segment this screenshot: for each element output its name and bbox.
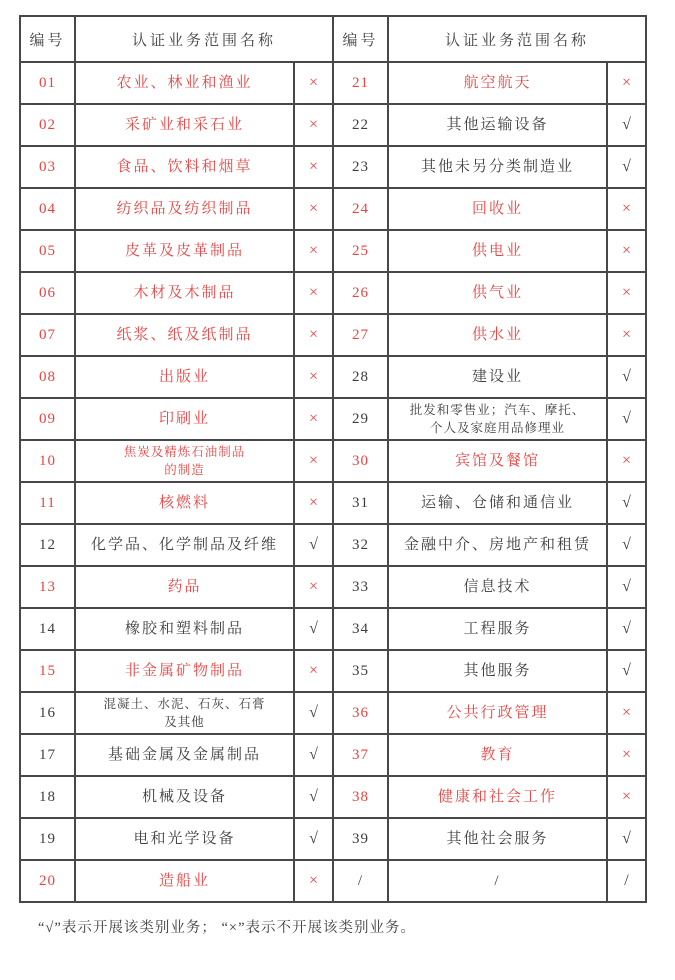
table-row — [333, 272, 646, 314]
mark-cell: × — [294, 440, 333, 482]
table-row — [20, 650, 333, 692]
table-row — [333, 314, 646, 356]
row-number-cell: 25 — [333, 230, 388, 272]
mark-cell: × — [294, 146, 333, 188]
table-row — [333, 524, 646, 566]
table-row — [333, 104, 646, 146]
mark-cell: / — [607, 860, 646, 902]
scope-name-cell: 教育 — [388, 734, 607, 776]
mark-cell: √ — [607, 356, 646, 398]
scope-name-cell: 其他服务 — [388, 650, 607, 692]
mark-cell: √ — [607, 104, 646, 146]
table-header-row — [333, 16, 646, 62]
scope-name-cell: 橡胶和塑料制品 — [75, 608, 294, 650]
row-number-cell: 36 — [333, 692, 388, 734]
table-row — [20, 230, 333, 272]
table-row — [333, 482, 646, 524]
row-number-cell: 33 — [333, 566, 388, 608]
mark-cell: √ — [607, 566, 646, 608]
row-number-cell: 28 — [333, 356, 388, 398]
row-number-cell: 34 — [333, 608, 388, 650]
scope-table-right — [332, 15, 647, 903]
mark-cell: √ — [607, 608, 646, 650]
mark-cell: × — [294, 566, 333, 608]
scope-name-cell: 运输、仓储和通信业 — [388, 482, 607, 524]
table-row — [333, 146, 646, 188]
mark-cell: × — [294, 62, 333, 104]
row-number-cell: 03 — [20, 146, 75, 188]
row-number-cell: 30 — [333, 440, 388, 482]
table-row — [20, 398, 333, 440]
row-number-cell: 31 — [333, 482, 388, 524]
table-row — [20, 146, 333, 188]
mark-cell: √ — [294, 608, 333, 650]
scope-name-cell: 批发和零售业；汽车、摩托、 个人及家庭用品修理业 — [388, 398, 607, 440]
table-header-number: 编号 — [20, 16, 75, 62]
row-number-cell: 18 — [20, 776, 75, 818]
table-row — [20, 314, 333, 356]
scope-name-cell: 供电业 — [388, 230, 607, 272]
mark-cell: × — [607, 272, 646, 314]
mark-cell: × — [607, 734, 646, 776]
row-number-cell: 02 — [20, 104, 75, 146]
mark-cell: √ — [294, 524, 333, 566]
mark-cell: × — [294, 314, 333, 356]
scope-name-cell: 食品、饮料和烟草 — [75, 146, 294, 188]
mark-cell: × — [607, 62, 646, 104]
scope-name-cell: 其他社会服务 — [388, 818, 607, 860]
mark-cell: √ — [607, 524, 646, 566]
table-row — [20, 566, 333, 608]
row-number-cell: 23 — [333, 146, 388, 188]
table-body-right — [333, 62, 646, 902]
table-row — [20, 734, 333, 776]
scope-name-cell: 纺织品及纺织制品 — [75, 188, 294, 230]
table-header-row — [20, 16, 333, 62]
mark-cell: √ — [607, 398, 646, 440]
table-row — [333, 692, 646, 734]
mark-cell: × — [607, 776, 646, 818]
row-number-cell: 27 — [333, 314, 388, 356]
scope-name-cell: 供气业 — [388, 272, 607, 314]
table-row — [333, 62, 646, 104]
scope-name-cell: 出版业 — [75, 356, 294, 398]
table-row — [20, 62, 333, 104]
mark-cell: × — [607, 230, 646, 272]
scope-tables — [19, 15, 675, 903]
row-number-cell: 15 — [20, 650, 75, 692]
table-row — [20, 272, 333, 314]
scope-name-cell: 药品 — [75, 566, 294, 608]
row-number-cell: 12 — [20, 524, 75, 566]
mark-cell: √ — [294, 818, 333, 860]
scope-name-cell: 纸浆、纸及纸制品 — [75, 314, 294, 356]
mark-cell: √ — [607, 146, 646, 188]
mark-cell: × — [294, 188, 333, 230]
scope-name-cell: 采矿业和采石业 — [75, 104, 294, 146]
table-row — [20, 776, 333, 818]
mark-cell: × — [607, 188, 646, 230]
mark-cell: √ — [607, 818, 646, 860]
row-number-cell: 37 — [333, 734, 388, 776]
mark-cell: × — [294, 860, 333, 902]
row-number-cell: 08 — [20, 356, 75, 398]
table-row — [333, 776, 646, 818]
scope-name-cell: 皮革及皮革制品 — [75, 230, 294, 272]
scope-name-cell: 健康和社会工作 — [388, 776, 607, 818]
table-header-name: 认证业务范围名称 — [388, 16, 646, 62]
scope-name-cell: 机械及设备 — [75, 776, 294, 818]
row-number-cell: 09 — [20, 398, 75, 440]
row-number-cell: 21 — [333, 62, 388, 104]
scope-name-cell: 印刷业 — [75, 398, 294, 440]
table-row — [20, 608, 333, 650]
table-row — [333, 860, 646, 902]
mark-cell: × — [294, 482, 333, 524]
table-row — [333, 398, 646, 440]
table-header-number: 编号 — [333, 16, 388, 62]
table-row — [20, 818, 333, 860]
row-number-cell: 38 — [333, 776, 388, 818]
mark-cell: × — [294, 230, 333, 272]
scope-name-cell: 焦炭及精炼石油制品 的制造 — [75, 440, 294, 482]
row-number-cell: 35 — [333, 650, 388, 692]
row-number-cell: 20 — [20, 860, 75, 902]
scope-name-cell: 工程服务 — [388, 608, 607, 650]
mark-cell: × — [607, 440, 646, 482]
row-number-cell: 24 — [333, 188, 388, 230]
row-number-cell: 16 — [20, 692, 75, 734]
scope-name-cell: 航空航天 — [388, 62, 607, 104]
scope-name-cell: 农业、林业和渔业 — [75, 62, 294, 104]
table-row — [333, 356, 646, 398]
row-number-cell: 06 — [20, 272, 75, 314]
row-number-cell: 39 — [333, 818, 388, 860]
row-number-cell: 14 — [20, 608, 75, 650]
scope-name-cell: / — [388, 860, 607, 902]
row-number-cell: 04 — [20, 188, 75, 230]
row-number-cell: 26 — [333, 272, 388, 314]
row-number-cell: 05 — [20, 230, 75, 272]
scope-name-cell: 建设业 — [388, 356, 607, 398]
scope-name-cell: 供水业 — [388, 314, 607, 356]
scope-name-cell: 电和光学设备 — [75, 818, 294, 860]
scope-table-left — [19, 15, 334, 903]
table-header-name: 认证业务范围名称 — [75, 16, 333, 62]
scope-name-cell: 宾馆及餐馆 — [388, 440, 607, 482]
table-row — [333, 440, 646, 482]
table-row — [20, 104, 333, 146]
row-number-cell: 07 — [20, 314, 75, 356]
mark-cell: √ — [294, 734, 333, 776]
mark-cell: × — [294, 272, 333, 314]
mark-cell: × — [294, 650, 333, 692]
table-row — [333, 734, 646, 776]
mark-cell: × — [294, 104, 333, 146]
scope-name-cell: 木材及木制品 — [75, 272, 294, 314]
table-row — [20, 440, 333, 482]
row-number-cell: 32 — [333, 524, 388, 566]
scope-name-cell: 化学品、化学制品及纤维 — [75, 524, 294, 566]
table-row — [20, 692, 333, 734]
table-row — [333, 230, 646, 272]
mark-cell: × — [607, 314, 646, 356]
scope-name-cell: 其他未另分类制造业 — [388, 146, 607, 188]
table-row — [20, 482, 333, 524]
table-row — [333, 608, 646, 650]
mark-cell: √ — [294, 692, 333, 734]
scope-name-cell: 基础金属及金属制品 — [75, 734, 294, 776]
table-row — [333, 818, 646, 860]
row-number-cell: 17 — [20, 734, 75, 776]
row-number-cell: 11 — [20, 482, 75, 524]
table-body-left — [20, 62, 333, 902]
table-row — [333, 650, 646, 692]
scope-name-cell: 信息技术 — [388, 566, 607, 608]
table-row — [20, 356, 333, 398]
row-number-cell: 13 — [20, 566, 75, 608]
row-number-cell: 01 — [20, 62, 75, 104]
mark-cell: √ — [607, 650, 646, 692]
row-number-cell: 19 — [20, 818, 75, 860]
scope-name-cell: 金融中介、房地产和租赁 — [388, 524, 607, 566]
table-row — [20, 188, 333, 230]
scope-name-cell: 公共行政管理 — [388, 692, 607, 734]
table-row — [20, 860, 333, 902]
table-row — [20, 524, 333, 566]
mark-cell: × — [607, 692, 646, 734]
scope-name-cell: 造船业 — [75, 860, 294, 902]
row-number-cell: 29 — [333, 398, 388, 440]
table-row — [333, 566, 646, 608]
mark-cell: √ — [294, 776, 333, 818]
row-number-cell: 10 — [20, 440, 75, 482]
mark-cell: × — [294, 356, 333, 398]
scope-name-cell: 混凝土、水泥、石灰、石膏 及其他 — [75, 692, 294, 734]
row-number-cell: 22 — [333, 104, 388, 146]
table-row — [333, 188, 646, 230]
mark-cell: × — [294, 398, 333, 440]
scope-name-cell: 核燃料 — [75, 482, 294, 524]
scope-name-cell: 回收业 — [388, 188, 607, 230]
row-number-cell: / — [333, 860, 388, 902]
legend-text: “√”表示开展该类别业务； “×”表示不开展该类别业务。 — [38, 920, 417, 936]
scope-name-cell: 非金属矿物制品 — [75, 650, 294, 692]
mark-cell: √ — [607, 482, 646, 524]
scope-name-cell: 其他运输设备 — [388, 104, 607, 146]
